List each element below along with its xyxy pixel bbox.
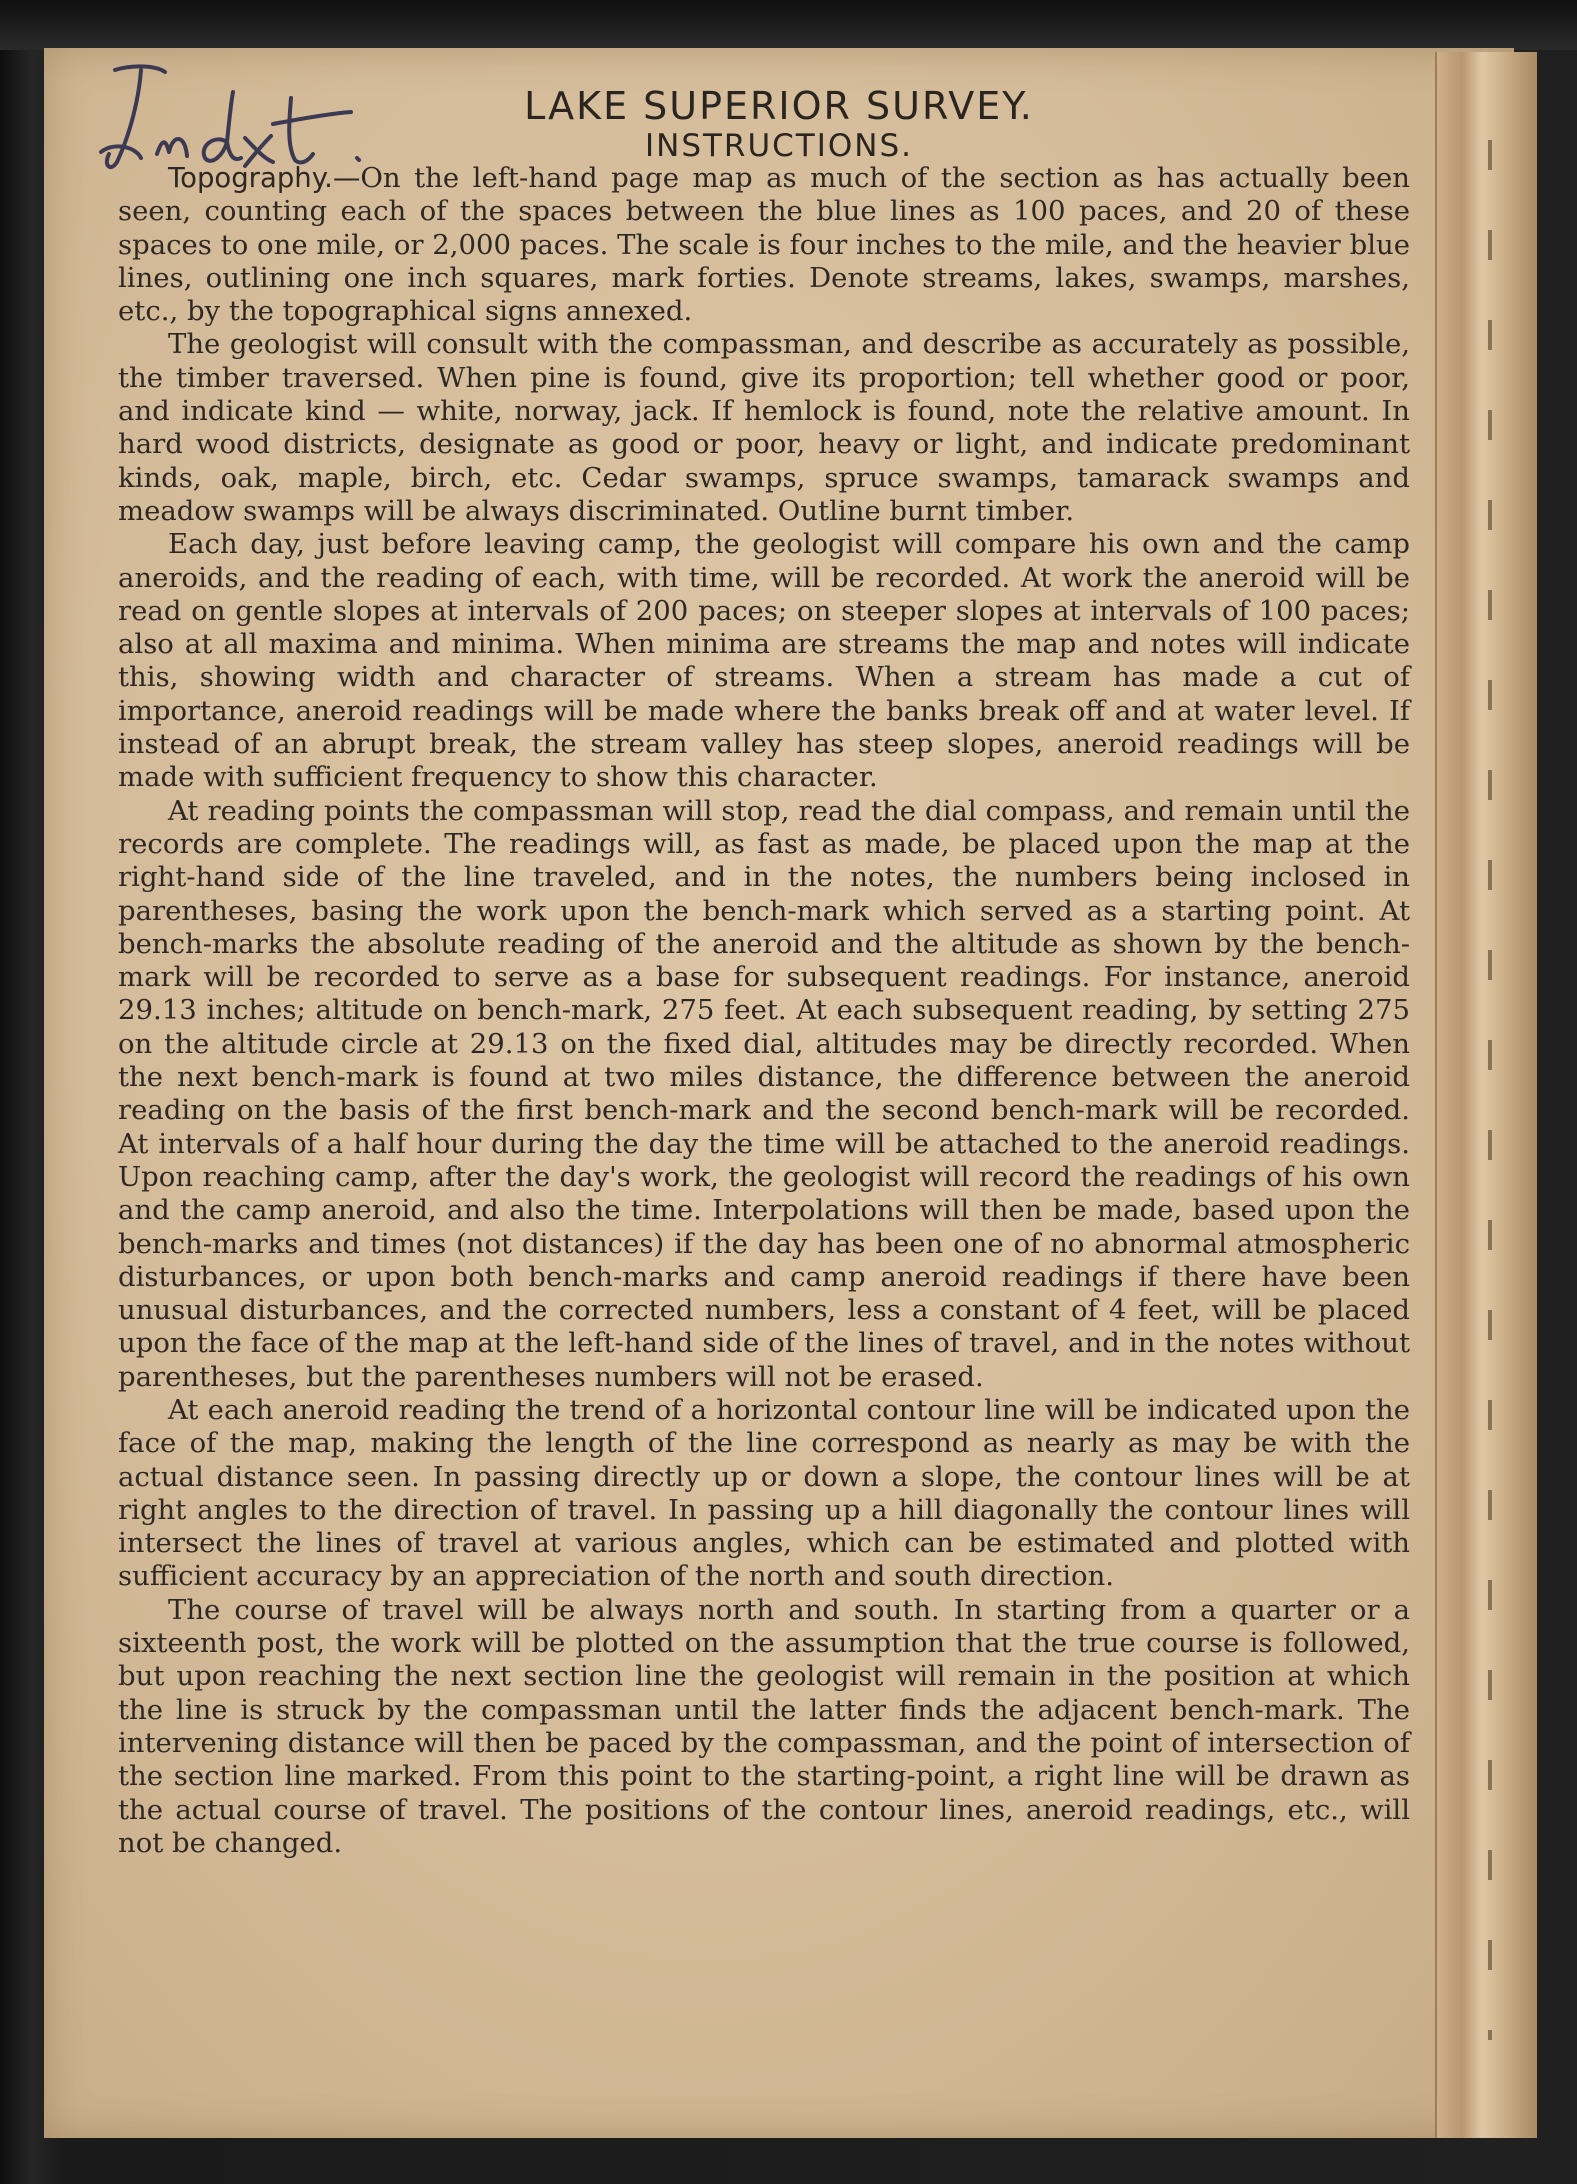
paragraph-text: The course of travel will be always north and south. In starting from a quarter or a sixteenth post, the work will be plotted on the assumption that the true course is followed, but upon reaching the next section line the geologist will remain in the position at which the line is struck by the compassman until the latter finds the adjacent bench-mark. The intervening distance will then be paced by the compassman, and the point of intersection of the section line marked. From this point to the starting-point, a right line will be drawn as the actual course of travel. The positions of the contour lines, aneroid readings, etc., will not be changed. [118, 1593, 1410, 1859]
page-subtitle: INSTRUCTIONS. [644, 128, 914, 164]
binding-thread [1488, 140, 1492, 2040]
paragraph-contour-lines [118, 1394, 1410, 1594]
page-title: LAKE SUPERIOR SURVEY. [524, 84, 1034, 128]
paragraph-text: Each day, just before leaving camp, the geologist will compare his own and the camp aneroids, and the reading of each, with time, will be recorded. At work the aneroid will be read on gentle slopes at intervals of 200 paces; on steeper slopes at intervals of 100 paces; also at all maxima and minima. When minima are streams the map and notes will indicate this, showing width and character of streams. When a stream has made a cut of importance, aneroid readings will be made where the banks break off and at water level. If instead of an abrupt break, the stream valley has steep slopes, aneroid readings will be made with sufficient frequency to show this character. [118, 528, 1410, 794]
paragraph-text: At reading points the compassman will stop, read the dial compass, and remain until the records are complete. The readings will, as fast as made, be placed upon the map at the right-hand side of the line traveled, and in the notes, the numbers being inclosed in parentheses, basing the work upon the bench-mark which served as a starting point. At bench-marks the absolute reading of the aneroid and the altitude as shown by the bench-mark will be recorded to serve as a base for subsequent readings. For instance, aneroid 29.13 inches; altitude on bench-mark, 275 feet. At each subsequent reading, by setting 275 on the altitude circle at 29.13 on the fixed dial, altitudes may be directly recorded. When the next bench-mark is found at two miles distance, the difference between the aneroid reading on the basis of the first bench-mark and the second bench-mark will be recorded. At intervals of a half hour during the day the time will be attached to the aneroid readings. Upon reaching camp, after the day's work, the geologist will record the readings of his own and the camp aneroid, and also the time. Interpolations will then be made, based upon the bench-marks and times (not distances) if the day has been one of no abnormal atmospheric disturbances, or upon both bench-marks and camp aneroid readings if there have been unusual disturbances, and the corrected numbers, less a constant of 4 feet, will be placed upon the face of the map at the left-hand side of the lines of travel, and in the notes without parentheses, but the parentheses numbers will not be erased. [118, 794, 1410, 1393]
paragraph-lead: Topography.— [168, 162, 361, 194]
binding-top-edge [0, 0, 1577, 50]
paragraph-course-of-travel [118, 1594, 1410, 1860]
paragraph-timber [118, 328, 1410, 528]
paragraph-text: On the left-hand page map as much of the section as has actually been seen, counting each of the spaces between the blue lines as 100 paces, and 20 of these spaces to one mile, or 2,000 paces. The scale is four inches to the mile, and the heavier blue lines, outlining one inch squares, mark forties. Denote streams, lakes, swamps, marshes, etc., by the topographical signs annexed. [118, 162, 1410, 328]
instructions-body [118, 162, 1410, 1860]
paragraph-topography [118, 162, 1410, 328]
paragraph-aneroids [118, 528, 1410, 794]
paragraph-text: At each aneroid reading the trend of a horizontal contour line will be indicated upon the face of the map, making the length of the line correspond as nearly as may be with the actual distance seen. In passing directly up or down a slope, the contour lines will be at right angles to the direction of travel. In passing up a hill diagonally the contour lines will intersect the lines of travel at various angles, which can be estimated and plotted with sufficient accuracy by an appreciation of the north and south direction. [118, 1393, 1410, 1593]
paragraph-reading-points [118, 795, 1410, 1394]
page-gutter [1435, 52, 1537, 2138]
paragraph-text: The geologist will consult with the compassman, and describe as accurately as possible, the timber traversed. When pine is found, give its proportion; tell whether good or poor, and indicate kind — white, norway, jack. If hemlock is found, note the relative amount. In hard wood districts, designate as good or poor, heavy or light, and indicate predominant kinds, oak, maple, birch, etc. Cedar swamps, spruce swamps, tamarack swamps and meadow swamps will be always discriminated. Outline burnt timber. [118, 328, 1410, 527]
